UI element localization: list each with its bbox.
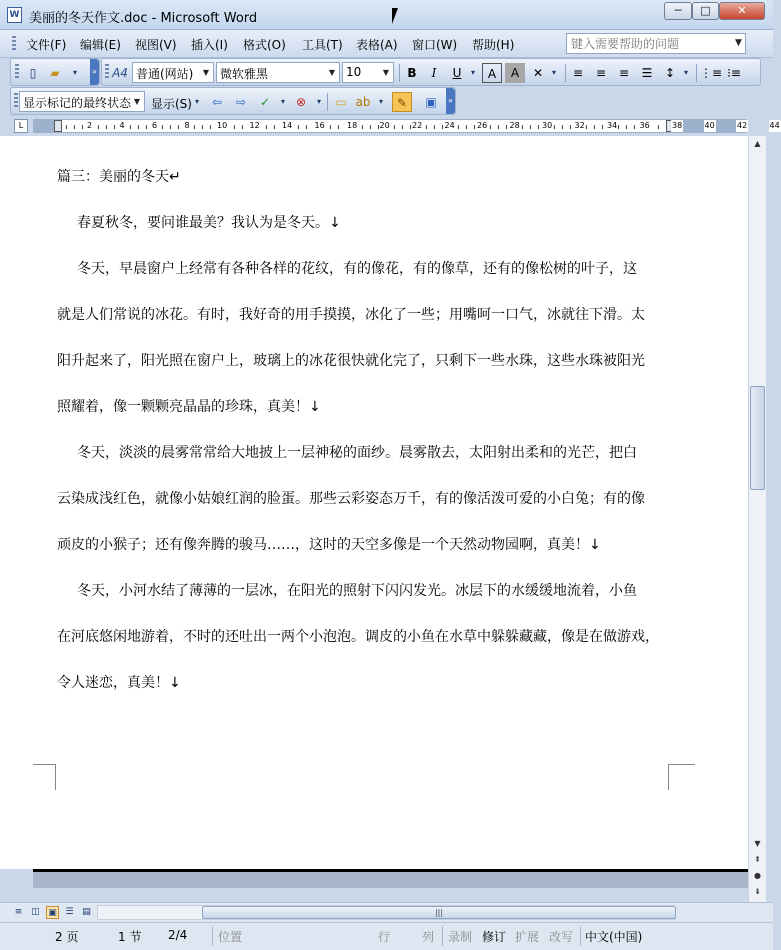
ruler-number: 18: [347, 121, 358, 130]
toolbar-grip-icon[interactable]: [105, 64, 109, 80]
font-size-select[interactable]: [342, 62, 394, 83]
status-separator: [212, 926, 213, 946]
font-select[interactable]: [216, 62, 340, 83]
chevron-down-icon[interactable]: ▾: [683, 68, 688, 77]
status-revise[interactable]: 修订: [482, 930, 507, 944]
toolbar-separator: [565, 64, 566, 82]
menu-format[interactable]: 格式(O): [243, 38, 286, 52]
word-document-icon[interactable]: W: [7, 7, 22, 23]
page-separator: [33, 869, 748, 888]
ruler-number: 12: [249, 121, 260, 130]
chevron-down-icon[interactable]: ▼: [382, 68, 390, 77]
web-layout-view-icon[interactable]: ◫: [31, 907, 40, 917]
ruler-number: 36: [639, 121, 650, 130]
font-size-value: 10: [346, 65, 362, 79]
status-line: 行: [378, 930, 391, 944]
menu-help[interactable]: 帮助(H): [472, 38, 515, 52]
ruler-number: 42: [737, 121, 748, 130]
previous-change-icon[interactable]: ⇦: [211, 95, 223, 109]
status-separator: [580, 926, 581, 946]
toolbar-separator: [399, 64, 400, 82]
accept-change-icon[interactable]: ✓: [259, 95, 271, 109]
document-line[interactable]: 冬天，早晨窗户上经常有各种各样的花纹，有的像花，有的像草，还有的像松树的叶子，这: [77, 261, 637, 277]
document-line[interactable]: 冬天，淡淡的晨雾常常给大地披上一层神秘的面纱。晨雾散去，太阳射出柔和的光芒，把白: [77, 445, 637, 461]
bulleted-list-icon[interactable]: ⁝≡: [727, 66, 741, 80]
status-overwrite[interactable]: 改写: [549, 930, 574, 944]
reviewing-pane-icon[interactable]: ▣: [425, 95, 437, 109]
document-line[interactable]: 云染成浅红色，就像小姑娘红润的脸蛋。那些云彩姿态万千，有的像活泼可爱的小白兔；有的像: [57, 491, 645, 507]
bold-button[interactable]: B: [407, 66, 417, 80]
tab-selector-icon[interactable]: L: [14, 119, 28, 133]
status-language[interactable]: 中文(中国): [585, 930, 643, 944]
ruler-number: 28: [509, 121, 520, 130]
horizontal-scroll-thumb[interactable]: |||: [202, 906, 676, 919]
document-line[interactable]: 在河底悠闲地游着，不时的还吐出一两个小泡泡。调皮的小鱼在水草中躲躲藏藏，像是在做游戏，: [57, 629, 659, 645]
ruler-number: 10: [217, 121, 228, 130]
toolbar-grip-icon[interactable]: [12, 36, 16, 52]
chevron-down-icon[interactable]: ▾: [551, 68, 556, 77]
font-select-value: 微软雅黑: [220, 67, 269, 81]
ruler-number: 4: [119, 121, 125, 130]
status-bar: [0, 922, 773, 950]
ruler-number: 30: [542, 121, 553, 130]
chevron-down-icon[interactable]: ▾: [194, 97, 199, 106]
ruler-number: 20: [379, 121, 390, 130]
reject-change-icon[interactable]: ⊗: [295, 95, 307, 109]
toolbar-options-icon[interactable]: »: [446, 88, 455, 114]
close-button[interactable]: ✕: [719, 2, 765, 20]
char-scale-icon[interactable]: ✕: [532, 66, 544, 80]
display-for-review-select[interactable]: [19, 91, 145, 112]
horizontal-ruler[interactable]: [33, 119, 780, 133]
highlight-icon[interactable]: ab: [355, 95, 371, 109]
track-changes-icon[interactable]: ✎: [392, 92, 412, 112]
normal-view-icon[interactable]: ≡: [14, 907, 23, 917]
standard-toolbar: [10, 58, 100, 86]
italic-button[interactable]: I: [431, 66, 437, 80]
reading-layout-view-icon[interactable]: ▤: [82, 907, 91, 917]
chevron-down-icon[interactable]: ▾: [470, 68, 475, 77]
chevron-down-icon[interactable]: ▾: [378, 97, 383, 106]
insert-comment-icon[interactable]: ▭: [335, 95, 347, 109]
menu-window[interactable]: 窗口(W): [412, 38, 458, 52]
chevron-down-icon[interactable]: ▾: [72, 68, 77, 77]
ruler-number: 6: [152, 121, 158, 130]
chevron-down-icon[interactable]: ▼: [735, 38, 742, 48]
ruler-number: 14: [282, 121, 293, 130]
toolbar-separator: [327, 93, 328, 111]
ruler-number: 22: [412, 121, 423, 130]
style-select-value: 普通(网站): [136, 67, 194, 81]
scroll-up-icon[interactable]: ▲: [754, 139, 761, 148]
maximize-button[interactable]: □: [692, 2, 719, 20]
chevron-down-icon[interactable]: ▼: [133, 97, 141, 106]
line-spacing-icon[interactable]: ↕: [664, 66, 676, 80]
status-record[interactable]: 录制: [448, 930, 473, 944]
ruler-number: 8: [184, 121, 190, 130]
toolbar-options-icon[interactable]: »: [90, 59, 99, 85]
status-page: 2 页: [55, 930, 79, 944]
ruler-number: 24: [444, 121, 455, 130]
menu-insert[interactable]: 插入(I): [191, 38, 228, 52]
next-page-icon[interactable]: ⇟: [754, 887, 761, 896]
chevron-down-icon[interactable]: ▾: [316, 97, 321, 106]
show-menu-button[interactable]: 显示(S): [151, 97, 192, 111]
status-extend[interactable]: 扩展: [515, 930, 540, 944]
vertical-scroll-thumb[interactable]: [750, 386, 765, 490]
align-justify-icon[interactable]: ≡: [572, 66, 584, 80]
align-right-icon[interactable]: ≡: [618, 66, 630, 80]
open-folder-icon[interactable]: ▰: [50, 66, 60, 80]
char-border-icon[interactable]: A: [482, 63, 502, 83]
crop-mark: [668, 764, 695, 790]
left-margin-strip: [0, 136, 33, 869]
align-center-icon[interactable]: ≡: [595, 66, 607, 80]
menu-tools[interactable]: 工具(T): [302, 38, 343, 52]
scroll-down-icon[interactable]: ▼: [754, 839, 761, 848]
select-browse-object-icon[interactable]: ●: [754, 871, 761, 880]
style-select[interactable]: [132, 62, 214, 83]
new-document-icon[interactable]: ▯: [29, 66, 37, 80]
ruler-number: 26: [477, 121, 488, 130]
ruler-area: [0, 116, 780, 136]
ruler-number: 44: [769, 121, 780, 130]
outline-view-icon[interactable]: ☰: [65, 907, 74, 917]
document-page[interactable]: [33, 136, 748, 869]
ruler-number: 32: [574, 121, 585, 130]
toolbar-separator: [696, 64, 697, 82]
char-shading-icon[interactable]: A: [505, 63, 525, 83]
document-line[interactable]: 冬天，小河水结了薄薄的一层冰，在阳光的照射下闪闪发光。冰层下的水缓缓地流着，小鱼: [77, 583, 637, 599]
previous-page-icon[interactable]: ⇞: [754, 855, 761, 864]
underline-button[interactable]: U: [452, 66, 462, 80]
menu-bar: [0, 30, 773, 58]
distributed-align-icon[interactable]: ☰: [641, 66, 653, 80]
document-line[interactable]: 顽皮的小猴子；还有像奔腾的骏马……，这时的天空多像是一个天然动物园啊，真美！↓: [57, 537, 601, 553]
toolbar-grip-icon[interactable]: [15, 64, 19, 80]
chevron-down-icon[interactable]: ▾: [280, 97, 285, 106]
styles-pane-icon[interactable]: A4: [112, 66, 128, 80]
chevron-down-icon[interactable]: ▼: [328, 68, 336, 77]
minimize-button[interactable]: ─: [664, 2, 692, 20]
mouse-cursor-icon: [392, 8, 398, 24]
menu-view[interactable]: 视图(V): [135, 38, 177, 52]
crop-mark: [33, 764, 56, 790]
display-for-review-value: 显示标记的最终状态: [23, 96, 132, 110]
ruler-number: 16: [314, 121, 325, 130]
document-line[interactable]: 春夏秋冬，要问谁最美？我认为是冬天。↓: [77, 215, 341, 231]
indent-marker-icon[interactable]: [54, 120, 62, 132]
ruler-number: 2: [87, 121, 93, 130]
toolbar-grip-icon[interactable]: [14, 93, 18, 109]
ruler-number: 40: [704, 121, 715, 130]
menu-file[interactable]: 文件(F): [26, 38, 67, 52]
window-title: 美丽的冬天作文.doc - Microsoft Word: [29, 11, 258, 26]
status-section: 1 节: [118, 930, 142, 944]
formatting-toolbar: [101, 58, 761, 86]
numbered-list-icon[interactable]: ⋮≡: [700, 66, 723, 80]
document-line[interactable]: 照耀着，像一颗颗亮晶晶的珍珠，真美！↓: [57, 399, 321, 415]
chevron-down-icon[interactable]: ▼: [202, 68, 210, 77]
document-line[interactable]: 阳升起来了，阳光照在窗户上，玻璃上的冰花很快就化完了，只剩下一些水珠，这些水珠被阳光: [57, 353, 645, 369]
status-separator: [442, 926, 443, 946]
reviewing-toolbar: [10, 87, 456, 115]
status-position: 位置: [218, 930, 243, 944]
horizontal-scrollbar[interactable]: [97, 905, 675, 920]
help-search-input[interactable]: [566, 33, 746, 54]
document-heading[interactable]: 篇三：美丽的冬天↵: [57, 169, 181, 185]
vertical-scrollbar[interactable]: [748, 136, 766, 902]
title-bar: [0, 0, 773, 30]
next-change-icon[interactable]: ⇨: [235, 95, 247, 109]
document-line[interactable]: 就是人们常说的冰花。有时，我好奇的用手摸摸，冰化了一些；用嘴呵一口气，冰就往下滑。太: [57, 307, 645, 323]
menu-table[interactable]: 表格(A): [356, 38, 398, 52]
document-line[interactable]: 令人迷恋，真美！↓: [57, 675, 181, 691]
menu-edit[interactable]: 编辑(E): [80, 38, 121, 52]
ruler-number: 34: [607, 121, 618, 130]
status-column: 列: [422, 930, 435, 944]
ruler-number: 38: [672, 121, 683, 130]
status-page-of: 2/4: [168, 928, 188, 942]
view-scroll-bar: [0, 902, 773, 922]
print-layout-view-icon[interactable]: ▣: [46, 906, 59, 919]
